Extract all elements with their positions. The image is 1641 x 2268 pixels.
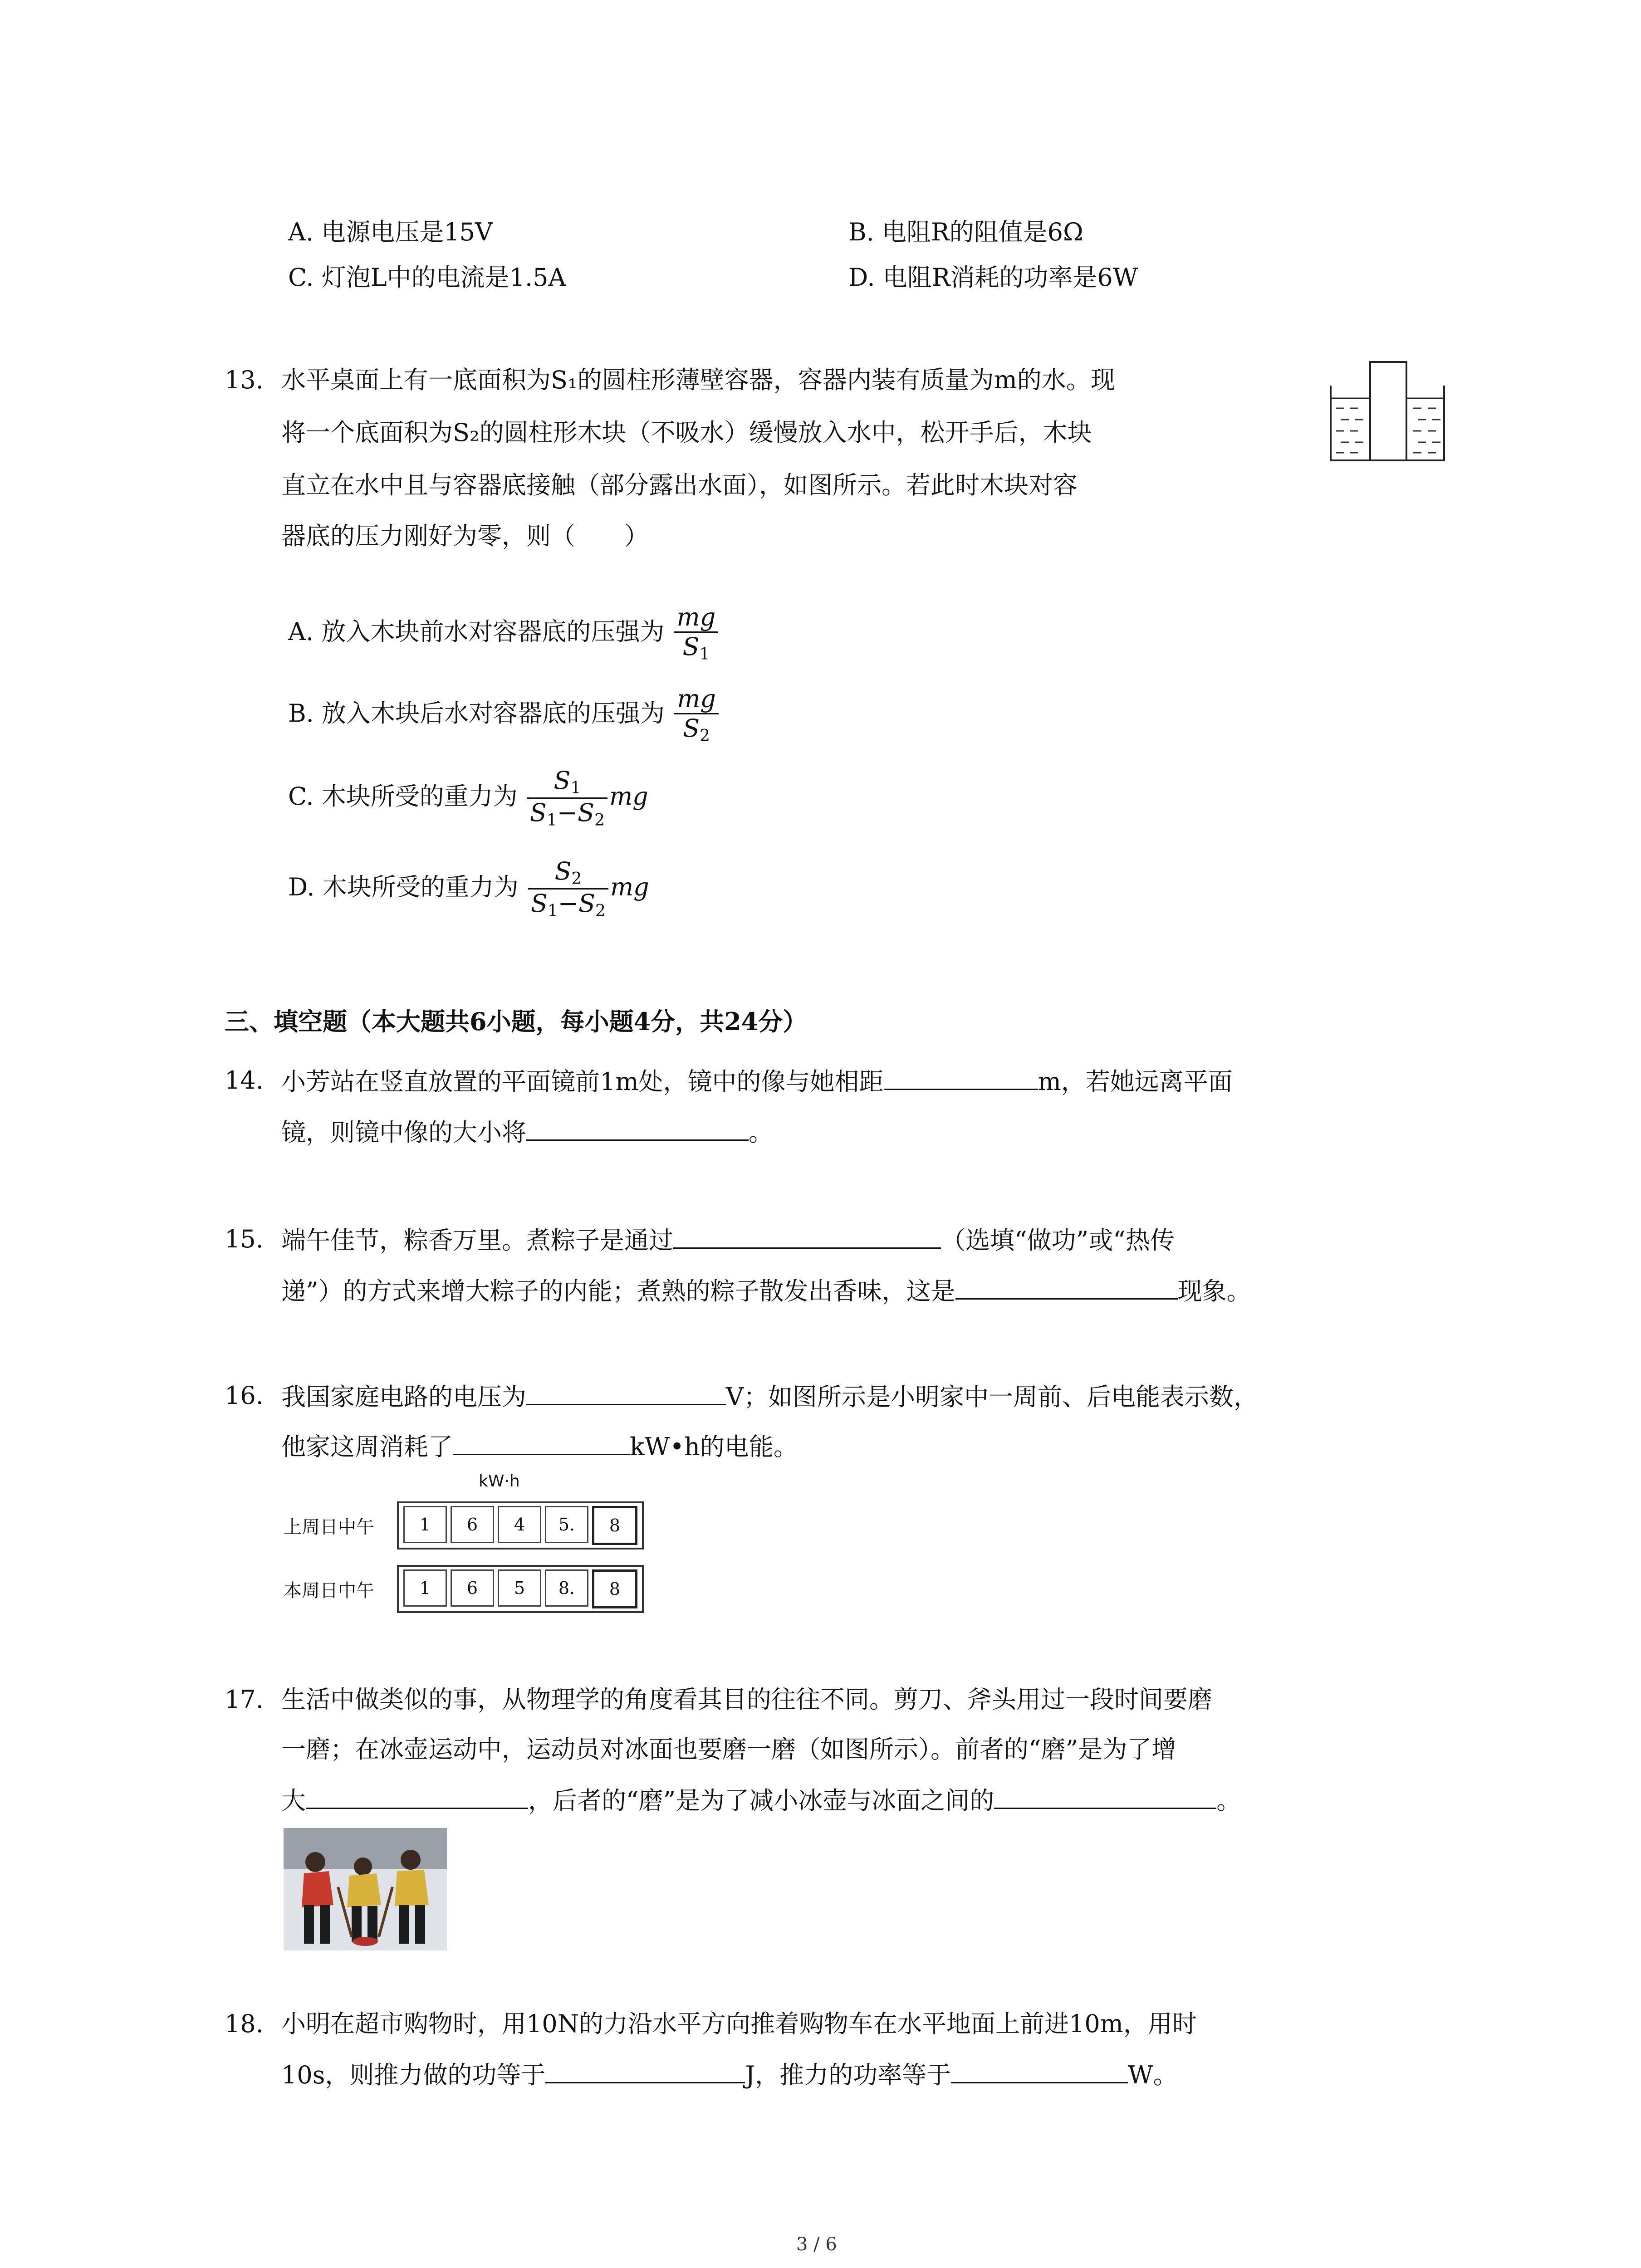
q14-number: 14.: [225, 1066, 264, 1095]
fraction-mg-over-s2: $\frac{mg}{S_2}$: [674, 685, 719, 745]
q18-text-2b: J，推力的功率等于: [745, 2061, 951, 2089]
q13-option-a: [288, 603, 720, 664]
q13-line-3: 直立在水中且与容器底接触（部分露出水面），如图所示。若此时木块对容: [281, 471, 1078, 499]
q13-option-d: D. 木块所受的重力为 $\frac{S_2}{S_1-S_2}$ mg: [288, 857, 649, 921]
q17-number: 17.: [225, 1685, 264, 1714]
meter-digit: 8: [592, 1569, 637, 1608]
q13-number: 13.: [225, 366, 264, 394]
q16-text-1a: 我国家庭电路的电压为: [281, 1383, 526, 1411]
q16-line-2: [281, 1431, 798, 1462]
meter-row-current: [284, 1565, 644, 1613]
q14-text-1b: m，若她远离平面: [1038, 1067, 1233, 1096]
q16-number: 16.: [225, 1381, 264, 1410]
meter-label-previous: 上周日中午: [284, 1516, 374, 1538]
q16-text-2b: kW•h的电能。: [630, 1432, 798, 1461]
page-number: 3 / 6: [796, 2234, 837, 2255]
fraction-s2-over-s1-minus-s2: $\frac{S_2}{S_1-S_2}$: [528, 857, 608, 921]
q17-blank-1[interactable]: [306, 1785, 528, 1809]
q13-option-b-text: B. 放入木块后水对容器底的压强为: [288, 699, 665, 728]
q13-option-c: C. 木块所受的重力为 $\frac{S_1}{S_1-S_2}$ mg: [288, 766, 648, 830]
q18-text-2c: W。: [1128, 2061, 1178, 2089]
q17-line-2: 一磨；在冰壶运动中，运动员对冰面也要磨一磨（如图所示）。前者的“磨”是为了增: [281, 1735, 1176, 1764]
q15-line-2: [281, 1276, 1251, 1306]
meter-digit: 4: [498, 1506, 541, 1543]
q16-line-1: [281, 1381, 1258, 1412]
q17-text-3a: 大: [281, 1786, 306, 1815]
q16-text-2a: 他家这周消耗了: [281, 1432, 453, 1461]
meter-digit: 1: [403, 1569, 447, 1607]
q14-blank-2[interactable]: [526, 1117, 749, 1141]
q17-line-1: 生活中做类似的事，从物理学的角度看其目的往往不同。剪刀、斧头用过一段时间要磨: [281, 1685, 1212, 1714]
q13-line-2: 将一个底面积为S₂的圆柱形木块（不吸水）缓慢放入水中，松开手后，木块: [281, 418, 1092, 447]
q13-option-d-text: D. 木块所受的重力为: [288, 872, 519, 901]
q14-blank-1[interactable]: [884, 1066, 1038, 1090]
q13-option-c-text: C. 木块所受的重力为: [288, 782, 518, 811]
q15-text-2a: 递”）的方式来增大粽子的内能；煮熟的粽子散发出香味，这是: [281, 1277, 955, 1305]
meter-digit: 6: [451, 1569, 494, 1607]
q18-line-1: 小明在超市购物时，用10N的力沿水平方向推着购物车在水平地面上前进10m，用时: [281, 2009, 1197, 2038]
q13-option-a-text: A. 放入木块前水对容器底的压强为: [288, 617, 665, 646]
meter-row-previous: [284, 1501, 644, 1549]
q16-text-1b: V；如图所示是小明家中一周前、后电能表示数，: [726, 1383, 1258, 1411]
fraction-s1-over-s1-minus-s2: $\frac{S_1}{S_1-S_2}$: [527, 767, 607, 830]
section-3-title: 三、填空题（本大题共6小题，每小题4分，共24分）: [225, 1007, 808, 1036]
q14-line-2: [281, 1117, 773, 1148]
q15-blank-2[interactable]: [955, 1276, 1178, 1300]
q12-option-d: D. 电阻R消耗的功率是6W: [848, 263, 1138, 292]
q17-text-3c: 。: [1216, 1786, 1241, 1815]
meter-display-current: [397, 1565, 644, 1613]
q18-number: 18.: [225, 2009, 264, 2038]
q16-blank-2[interactable]: [453, 1431, 630, 1455]
q18-blank-1[interactable]: [545, 2059, 745, 2083]
container-figure: [1327, 358, 1450, 465]
q13-line-1: 水平桌面上有一底面积为S₁的圆柱形薄壁容器，容器内装有质量为m的水。现: [281, 366, 1115, 394]
meter-digit: 1: [403, 1506, 447, 1543]
q15-text-2b: 现象。: [1177, 1277, 1251, 1305]
q15-number: 15.: [225, 1225, 264, 1253]
meter-digit: 5.: [545, 1506, 588, 1543]
q17-line-3: [281, 1785, 1241, 1816]
meter-unit-label: kW·h: [479, 1472, 520, 1491]
q13-option-b: [288, 685, 720, 745]
q15-text-1a: 端午佳节，粽香万里。煮粽子是通过: [281, 1226, 673, 1255]
q14-line-1: [281, 1066, 1233, 1097]
q12-option-c: C. 灯泡L中的电流是1.5A: [288, 263, 566, 292]
meter-display-previous: [397, 1501, 644, 1549]
meter-label-current: 本周日中午: [284, 1580, 374, 1601]
meter-digit: 6: [451, 1506, 494, 1543]
q12-option-a: A. 电源电压是15V: [288, 218, 493, 246]
q15-blank-1[interactable]: [673, 1225, 941, 1249]
q14-text-2b: 。: [749, 1118, 773, 1147]
q15-line-1: [281, 1225, 1175, 1256]
meter-digit: 8: [592, 1506, 637, 1545]
curling-photo: [284, 1828, 447, 1950]
q14-text-2a: 镜，则镜中像的大小将: [281, 1118, 526, 1147]
q18-line-2: [281, 2059, 1178, 2090]
q17-text-3b: ，后者的“磨”是为了减小冰壶与冰面之间的: [528, 1786, 994, 1815]
q12-option-b: B. 电阻R的阻值是6Ω: [848, 218, 1083, 246]
q16-blank-1[interactable]: [526, 1381, 726, 1405]
meter-digit: 5: [498, 1569, 541, 1607]
fraction-mg-over-s1: $\frac{mg}{S_1}$: [674, 603, 719, 664]
q18-text-2a: 10s，则推力做的功等于: [281, 2061, 546, 2089]
q14-text-1a: 小芳站在竖直放置的平面镜前1m处，镜中的像与她相距: [281, 1067, 884, 1096]
meter-digit: 8.: [545, 1569, 588, 1607]
q15-text-1b: （选填“做功”或“热传: [941, 1226, 1175, 1255]
q13-line-4: 器底的压力刚好为零，则（ ）: [281, 522, 649, 550]
q18-blank-2[interactable]: [951, 2059, 1128, 2083]
q17-blank-2[interactable]: [994, 1785, 1216, 1809]
